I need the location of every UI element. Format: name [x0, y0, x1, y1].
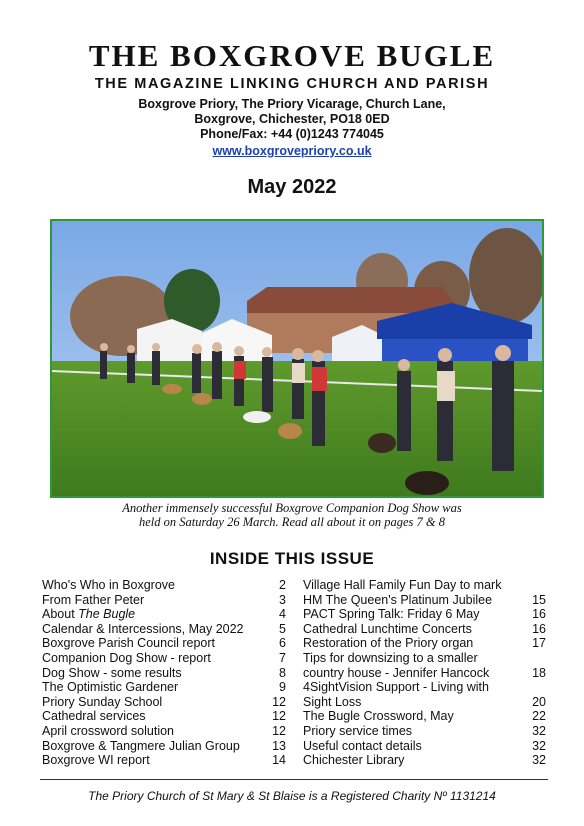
- entry-title-text: Chichester Library: [303, 753, 405, 768]
- contents-entry: [303, 666, 546, 681]
- contents-entry-page: 12: [272, 709, 286, 724]
- issue-date: May 2022: [247, 176, 337, 198]
- entry-title-text: Who's Who in Boxgrove: [42, 578, 175, 592]
- entry-title-text: 4SightVision Support - Living with: [303, 680, 489, 695]
- entry-title-text: country house - Jennifer Hancock: [303, 665, 490, 680]
- contents-entry-page: 14: [272, 753, 286, 768]
- cover-photo: [50, 219, 544, 498]
- contents-entry-page: 9: [279, 680, 286, 695]
- contents-entry: [303, 622, 546, 637]
- charity-footer: The Priory Church of St Mary & St Blaise is a Registered Charity Nº 1131214: [88, 789, 496, 803]
- contents-entry-title: [303, 622, 472, 637]
- entry-title-text: April crossword solution: [42, 723, 174, 738]
- contents-entry-page: 3: [279, 592, 286, 607]
- contents-entry: [42, 622, 286, 637]
- contents-entry-title: [42, 607, 135, 622]
- contents-entry-title: [42, 666, 182, 681]
- contents-entry: [303, 709, 546, 724]
- contents-entry-title: [303, 593, 492, 608]
- contents-entry-title: [42, 739, 240, 754]
- contents-entry-title: [303, 709, 454, 724]
- contents-entry: [42, 739, 286, 754]
- entry-title-text: From Father Peter: [42, 592, 145, 607]
- entry-title-text: PACT Spring Talk: Friday 6 May: [303, 607, 480, 622]
- contents-entry-page: 32: [532, 723, 546, 738]
- contents-entry: [303, 651, 546, 666]
- entry-title-text: Village Hall Family Fun Day to mark: [303, 578, 502, 592]
- entry-title-text: Boxgrove & Tangmere Julian Group: [42, 738, 240, 753]
- entry-title-italic: The Bugle: [78, 607, 136, 622]
- contents-entry: [42, 709, 286, 724]
- contents-entry-page: 8: [279, 665, 286, 680]
- entry-title-text: Useful contact details: [303, 738, 422, 753]
- contents-entry: [303, 739, 546, 754]
- contents-entry-title: [303, 666, 489, 681]
- contents-entry-page: 16: [532, 621, 546, 636]
- phone-fax: Phone/Fax: +44 (0)1243 774045: [200, 127, 384, 141]
- contents-right-column: [303, 578, 546, 768]
- entry-title-text: The Optimistic Gardener: [42, 680, 179, 695]
- contents-entry-page: 17: [532, 636, 546, 651]
- contents-entry: [42, 724, 286, 739]
- entry-title-text: HM The Queen's Platinum Jubilee: [303, 592, 493, 607]
- contents-entry: [303, 753, 546, 768]
- contents-entry-title: [42, 593, 144, 608]
- entry-title-text: Companion Dog Show - report: [42, 650, 211, 665]
- entry-title-text: Boxgrove WI report: [42, 753, 150, 768]
- contents-entry-page: 18: [532, 665, 546, 680]
- contents-entry-page: 22: [532, 709, 546, 724]
- entry-title-text: Priory service times: [303, 723, 413, 738]
- contents-entry: [303, 578, 546, 593]
- entry-title-text: The Bugle Crossword, May: [303, 709, 454, 724]
- contents-entry: [303, 680, 546, 695]
- contents-heading: INSIDE THIS ISSUE: [209, 549, 375, 568]
- contents-entry-title: [42, 724, 174, 739]
- contents-left-column: [42, 578, 286, 768]
- contents-entry-page: 12: [272, 694, 286, 709]
- footer-divider: [40, 779, 548, 780]
- contents-entry: [42, 651, 286, 666]
- contents-entry-page: 5: [279, 621, 286, 636]
- address-line-2: Boxgrove, Chichester, PO18 0ED: [194, 112, 390, 126]
- entry-title-text: Dog Show - some results: [42, 665, 182, 680]
- address-line-1: Boxgrove Priory, The Priory Vicarage, Church Lane,: [138, 97, 446, 111]
- contents-entry-title: [42, 695, 162, 710]
- entry-title-text: Boxgrove Parish Council report: [42, 636, 215, 651]
- caption-line-2: held on Saturday 26 March. Read all about it on pages 7 & 8: [139, 515, 445, 529]
- contents-entry: [42, 636, 286, 651]
- entry-title-text: Priory Sunday School: [42, 694, 163, 709]
- contents-entry: [303, 607, 546, 622]
- magazine-subtitle: THE MAGAZINE LINKING CHURCH AND PARISH: [94, 76, 490, 92]
- contents-entry: [303, 636, 546, 651]
- website-container: [0, 142, 584, 160]
- contents-entry-title: [303, 651, 478, 666]
- contents-entry-title: [303, 680, 489, 695]
- contents-entry: [42, 666, 286, 681]
- contents-entry: [42, 680, 286, 695]
- entry-title-text: Cathedral Lunchtime Concerts: [303, 621, 472, 636]
- contents-entry-page: 2: [279, 578, 286, 592]
- contents-entry: [42, 607, 286, 622]
- contents-entry: [303, 593, 546, 608]
- entry-title-text: Tips for downsizing to a smaller: [303, 650, 478, 665]
- contents-entry-page: 32: [532, 738, 546, 753]
- contents-entry-page: 4: [279, 607, 286, 622]
- contents-entry: [42, 753, 286, 768]
- contents-entry-title: [42, 622, 244, 637]
- contents-entry-title: [42, 578, 175, 593]
- contents-entry: [42, 593, 286, 608]
- contents-entry-title: [303, 753, 404, 768]
- contents-entry-title: [303, 724, 412, 739]
- contents-entry-title: [42, 651, 211, 666]
- contents-entry-title: [303, 695, 361, 710]
- contents-entry-title: [42, 680, 178, 695]
- entry-title-text: Restoration of the Priory organ: [303, 636, 474, 651]
- contents-entry-page: 6: [279, 636, 286, 651]
- contents-entry: [42, 578, 286, 593]
- contents-entry: [303, 724, 546, 739]
- entry-title-text: Sight Loss: [303, 694, 362, 709]
- entry-title-text: About: [42, 607, 79, 622]
- contents-entry-title: [303, 739, 422, 754]
- contents-entry-title: [42, 636, 215, 651]
- contents-entry-title: [42, 709, 146, 724]
- contents-entry-page: 15: [532, 592, 546, 607]
- entry-title-text: Cathedral services: [42, 709, 146, 724]
- contents-entry-page: 12: [272, 723, 286, 738]
- magazine-title: THE BOXGROVE BUGLE: [88, 38, 496, 73]
- contents-entry: [42, 695, 286, 710]
- contents-entry: [303, 695, 546, 710]
- contents-entry-page: 32: [532, 753, 546, 768]
- dog-show-photo-illustration: [52, 221, 542, 496]
- contents-entry-title: [303, 636, 473, 651]
- contents-entry-title: [303, 578, 501, 593]
- caption-line-1: Another immensely successful Boxgrove Companion Dog Show was: [122, 501, 462, 515]
- contents-entry-page: 7: [279, 650, 286, 665]
- website-link[interactable]: www.boxgrovepriory.co.uk: [212, 144, 372, 158]
- contents-entry-page: 16: [532, 607, 546, 622]
- photo-caption: [90, 501, 494, 529]
- entry-title-text: Calendar & Intercessions, May 2022: [42, 621, 244, 636]
- contents-entry-page: 20: [532, 694, 546, 709]
- contents-entry-title: [303, 607, 479, 622]
- contents-entry-page: 13: [272, 738, 286, 753]
- contents-entry-title: [42, 753, 150, 768]
